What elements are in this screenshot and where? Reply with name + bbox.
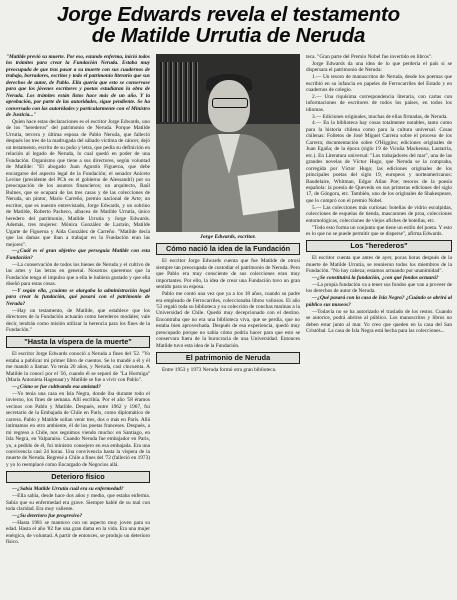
article-paragraph: Jorge Edwards da una idea de lo que perdería el país si se dispersara el patrimonio de Neruda: xyxy=(306,60,452,74)
question-paragraph: —¿Cuál es el gran objetivo que perseguía Matilde con esta Fundación? xyxy=(6,248,150,261)
subhead-deterioro: Deterioro físico xyxy=(6,471,150,483)
question-paragraph: —¿Sabía Matilde Urrutia cuál era su enfermedad? xyxy=(12,486,124,493)
question-paragraph: —¿Qué pasará con la casa de Isla Negra? ¿Cuándo se abrirá al público sus museos? xyxy=(306,295,452,308)
article-paragraph: "Todo esto forma un conjunto que tiene un estilo del poeta. Y esto es lo que no se puede permitir que se disperse", afirma Edwards. xyxy=(306,224,452,237)
list-item: 1.— Un tesoro de manuscritos de Neruda, desde los poemas que escribió en su infancia en papeles de Ferrocarriles del Estado y en cuadernos de colegio. xyxy=(306,74,452,94)
article-paragraph: teca. "Gran parte del Premio Nobel fue invertido en libros". xyxy=(306,54,433,60)
list-item: 4.— En la biblioteca hay cosas totalmente notables, tanto como para la historia chilena como para la cultura universal. Cosas chilenas: Folletos de José Miguel Carrera sobre el proceso de los Carrera; documentación sobre O'Higgins; ediciones originales de Juan Egaña; de la época (siglo 19 de Vicuña Mackenna, Lastarria, etc.). En Literatura universal: "Los trabajadores del mar", una de las grandes novelas de Víctor Hugo, que Neruda se la compraba, corregida por Víctor Hugo; las ediciones originales de los principales poetas del siglo 19, europeos y norteamericanos: Baudelaire, Whitman, Edgar Allan Poe; tesoros de la poesía española: la poesía de Quevedo en sus primeras ediciones del siglo 17, de Góngora, etc. También, uno de los originales de Shakespeare, que lo compró con el premio Nobel. xyxy=(306,120,452,204)
article-paragraph: —Hay un testamento, de Matilde, que establece que los directores de la Fundación actuarán como herederos modales; vale decir, tendrán como misión utilizar la herencia para los fines de la Fundación." xyxy=(6,307,150,333)
headline-line-1: Jorge Edwards revela el testamento xyxy=(57,3,400,26)
question-paragraph: —¿Se constituirá la fundación, ¿con qué fondos actuará? xyxy=(312,275,439,282)
article-paragraph: —Todavía no se ha autorizado el traslado de los restos. Cuando se autorice, podrá abrirse al público. Los manuscritos y libros no deben estar junto al mar. Yo creo que queden en la casa del San Cristóbal. La casa de Isla Negra está hecha para las colecciones... xyxy=(306,308,452,334)
list-item: 2.— Una riquísima correspondencia literaria, con cartas con informaciones de escritores de todos los países, en todos los idiomas. xyxy=(306,93,452,113)
list-item: 5.— Las colecciones más curiosas: botellas de vidrio esculpidas, colecciones de esquelas de tienda, mascarones de proa, colecciones entomológicas, colecciones de viejos afiches de botellas, etc. xyxy=(306,204,452,224)
question-paragraph: —¿Cómo se fue cultivando esa amistad? xyxy=(12,384,101,391)
article-paragraph: El escritor Jorge Edwards conoció a Neruda a fines del '52. "Yo estaba a publicar mi primer libro de cuentos. Se lo mandé a él y él me mandó a llamar. Yo tenía 20 años, y Neruda, casi cincuenta. A Matilde la conocí por el '56, cuando él se separó de "La Hormiga" (María Antonieta Hagenaar) y Matilde se fue a vivir con Pablo". xyxy=(6,351,150,384)
question-paragraph: —Y según ella, ¿cuánto se alargaba la administración legal para crear la fundación, qué pasará con el patrimonio de Neruda? xyxy=(6,287,150,307)
column-1 xyxy=(6,54,150,596)
article-paragraph: —La conservación de todos los bienes de Neruda y el cultivo de las artes y las letras en general. Nosotros queremos que la Fundación tenga el impulso que a ella le hubiera gustado y que ella diseñó para estas cosas. xyxy=(6,261,150,288)
subhead-vispera: "Hasta la víspera de la muerte" xyxy=(6,336,150,348)
column-3 xyxy=(306,54,452,596)
article-paragraph: Quien hace estas declaraciones es el escritor Jorge Edwards, uno de los "herederos" del patrimonio de Neruda. Porque Matilde Urrutia, tercera y última esposa de Pablo Neruda, que falleció después los tres de la madrugada del sábado víctima de cáncer, dejó un testamento, escrito de su puño y letra, que pedía su definición en relación al legado de Neruda, lo cual quedó en poder de una Fundación. Organismo que tiene a sus directores, según voluntad de Matilde: "El abogado Juan Agustín Figueroa, que debe encargarse del aspecto legal de la Fundación; el senador Aniceto Levine (presidente del PCh en el gobierno de Alessandri) por su preocupación de los asuntos financieros; un arquitecto, Raúl Bulnes, que se ocupará de las tres casas y de las colecciones de Neruda, un pintor, Mario Carreño, premio nacional de Arte; un escritor, que es nuestro entrevistado, Jorge Edwards, y un sobrino de Matilde, Roberto Pacheco, albacea de Matilde Urrutia, único heredero del patrimonio, Matilde Urrutia y Jorge Edwards. Además, tres mujeres: Mónica González de Larraín, Matilde Ugarte de Figueroa y Aída González de Carreño. "Matilde decía que las damas que iban a trabajar en la Fundación eran las mejores". xyxy=(6,118,150,248)
photo-caption: Jorge Edwards, escritor. xyxy=(200,234,256,240)
article-paragraph: El escritor cuenta que antes de ayer, pocas horas después de la muerte de Matilde Urrutia, se reunieron todos los miembros de la Fundación. "No hay cabeza; estamos actuando por unanimidad". xyxy=(306,255,452,275)
subhead-herederos: Los "herederos" xyxy=(306,240,452,252)
article-paragraph: El escritor Jorge Edwards cuenta que fue Matilde de otrosí siempre tan preocupada de custodiar el patrimonio de Neruda. Pero que Pablo era muy consciente de sus colecciones eran muy importantes. Por ello, la idea de crear una Fundación tuvo un gran sentido para su esposa. xyxy=(156,258,300,291)
article-paragraph: —Yo tenía una casa en Isla Negra, donde iba durante todo el invierno, los fines de semana. Allí escribía. Por el año '58 éramos vecinos con Pablo y Matilde. Después, entre 1962 y 1967, fui secretario de la Embajada de Chile en París, como diplomático de carrera. Pablo y Matilde solían venir tres, dos o más en París. Allá intimamos en otro ambiente, él de los poetas franceses. Después, a mi regreso a Chile, nos seguimos viendo mucho: en Santiago, en Isla Negra, en Valparaíso. Cuando Neruda fue embajador en Paris, yo, a pedido de él, fui ministro consejero en esa embajada. Era una convivencia casi 24 horas. Una convivencia hasta la víspera de la muerte de Neruda. Regresé a Chile a fines del '72 (falleció en 1973) y yo lo reemplacé como Encargado de Negocios allá. xyxy=(6,390,150,468)
headline-line-2: de Matilde Urrutia de Neruda xyxy=(91,24,366,47)
portrait-photo xyxy=(156,54,300,232)
article-paragraph: —Ella sabía, desde hace dos años y medio, que estaba enferma. Sabía que su enfermedad era grave. Siempre hablé de su mal con toda claridad. Era muy valiente. xyxy=(6,493,150,513)
headline xyxy=(8,4,449,46)
article-paragraph: Pablo me contó una vez que ya a los 18 años, cuando su padre era empleado de Ferrocarriles, coleccionaba libros valiosos. El año '53 regaló toda su biblioteca y su colección de conchas marinas a la Universidad de Chile. Quedó muy decepcionado con el destino. Encontraba que no era una biblioteca viva, que se perdía, que no estaba bien aprovechada. Después de esa experiencia, quedó muy preocupado porque no sabía cómo podría hacer para que esto se conservara fuera de la burocracia de una Universidad. Entonces Matilde tuvo esta idea de la Fundación. xyxy=(156,291,300,349)
article-paragraph: "Matilde previó su muerte. Por eso, estando enferma, inició todos los trámites para crear la Fundación Neruda. Estaba muy preocupada de que tras pasar a su muerte con sus cuadernos de trabajo, borradores, escritos y todo el patrimonio literario que sus derechos de autor, de Pablo. Ella quería que esto se conservase para que los jóvenes escritores y poetas estudiaran la obra de Neruda. Los trámites están listos hace más de un año. Y la aprobación, por parte de las autoridades, sigue pendiente. Se ha conversado con las autoridades y particularmente con el Ministro de Justicia..." xyxy=(6,54,150,119)
question-paragraph: —¿Su deterioro fue progresivo? xyxy=(12,512,83,519)
column-2 xyxy=(156,54,300,596)
article-paragraph: Entre 1953 y 1973 Neruda formó otra gran biblioteca. xyxy=(162,367,277,374)
article-paragraph: —Hasta 1981 se mantuvo con un aspecto muy joven para su edad. Hasta el año '82 fue una gran dama en la vida. Era una mujer enérgica, de voluntad. A partir de entonces, se produjo un deterioro físico. xyxy=(6,519,150,546)
subhead-patrimonio: El patrimonio de Neruda xyxy=(156,352,300,364)
subhead-fundacion: Cómo nació la idea de la Fundación xyxy=(156,243,300,255)
list-item: 3.— Ediciones originales, muchas de ellas firmadas, de Neruda. xyxy=(312,113,448,120)
article-paragraph: —La propia fundación va a tener sus fondos que van a proveer de los derechos de autor de Neruda. xyxy=(306,282,452,295)
